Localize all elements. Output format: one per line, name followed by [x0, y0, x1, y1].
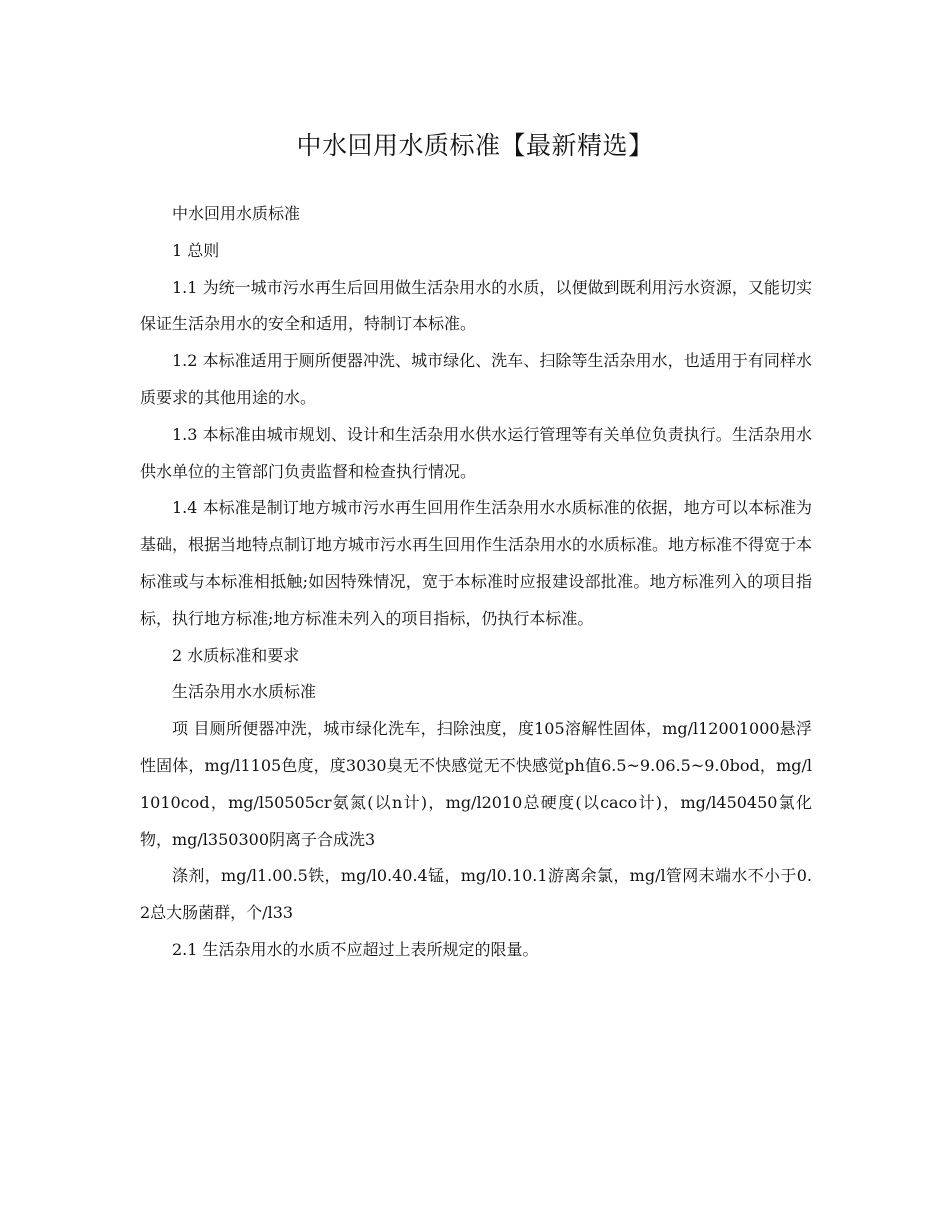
paragraph-table-content-1: 项 目厕所便器冲洗，城市绿化洗车，扫除浊度，度105溶解性固体，mg/l12001000悬浮性固体，mg/l1105色度，度3030臭无不快感觉无不快感觉ph值6.5~9.06.5~9.0bod，mg/l1010cod，mg/l50505cr氨氮(以n计)，mg/l2010总硬度(以caco计)，mg/l450450氯化物，mg/l350300阴离子合成洗3	[140, 719, 812, 849]
paragraph-2-1: 2.1 生活杂用水的水质不应超过上表所规定的限量。	[172, 939, 539, 959]
paragraph-1-2: 1.2 本标准适用于厕所便器冲洗、城市绿化、洗车、扫除等生活杂用水，也适用于有同样水质要求的其他用途的水。	[140, 351, 812, 407]
document-title: 中水回用水质标准【最新精选】	[296, 131, 654, 160]
paragraph-1-3: 1.3 本标准由城市规划、设计和生活杂用水供水运行管理等有关单位负责执行。生活杂用水供水单位的主管部门负责监督和检查执行情况。	[140, 424, 812, 481]
paragraph-table-caption: 生活杂用水水质标准	[172, 682, 317, 702]
paragraph-1-1: 1.1 为统一城市污水再生后回用做生活杂用水的水质，以便做到既利用污水资源，又能切实保证生活杂用水的安全和适用，特制订本标准。	[140, 277, 812, 334]
paragraph-section-1-heading: 1 总则	[172, 240, 220, 260]
paragraph-table-content-2: 涤剂，mg/l1.00.5铁，mg/l0.40.4锰，mg/l0.10.1游离余氯，mg/l管网末端水不小于0.2总大肠菌群，个/l33	[140, 866, 812, 923]
paragraph-1-4: 1.4 本标准是制订地方城市污水再生回用作生活杂用水水质标准的依据，地方可以本标准为基础，根据当地特点制订地方城市污水再生回用作生活杂用水的水质标准。地方标准不得宽于本标准或与本标准相抵触;如因特殊情况，宽于本标准时应报建设部批准。地方标准列入的项目指标，执行地方标准;地方标准未列入的项目指标，仍执行本标准。	[140, 498, 813, 628]
paragraph-subtitle: 中水回用水质标准	[172, 204, 301, 223]
document-body	[140, 196, 812, 969]
paragraph-section-2-heading: 2 水质标准和要求	[172, 645, 300, 665]
